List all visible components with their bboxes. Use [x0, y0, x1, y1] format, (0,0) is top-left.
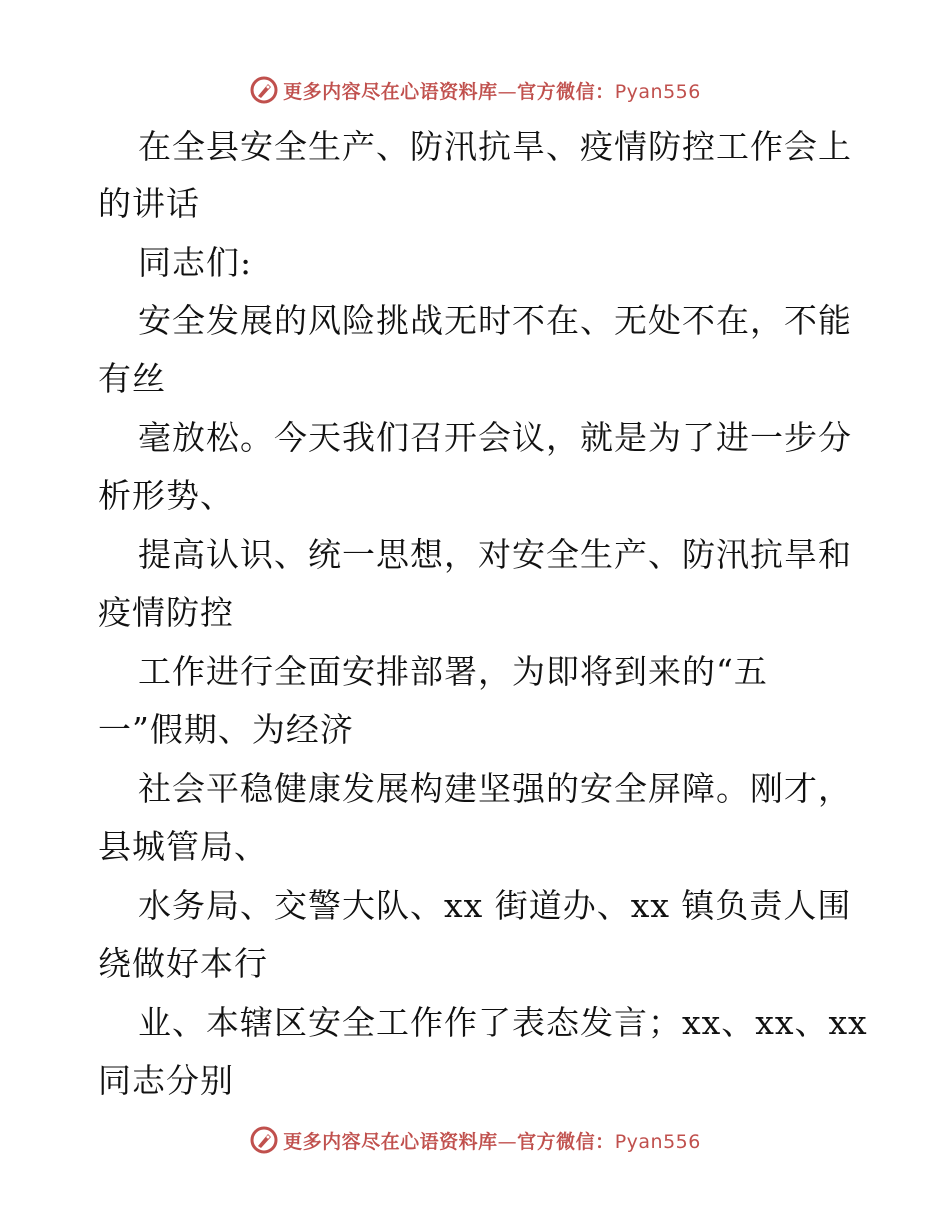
text-line: 县城管局、: [98, 827, 268, 866]
text-line: 在全县安全生产、防汛抗旱、疫情防控工作会上: [138, 127, 852, 166]
text-line: 析形势、: [98, 476, 234, 515]
text-line: 业、本辖区安全工作作了表态发言；xx、xx、xx: [138, 1003, 868, 1042]
text-line: 同志分别: [98, 1061, 234, 1100]
footer-banner-main: 更多内容尽在心语资料库: [283, 1130, 498, 1153]
text-line: 有丝: [98, 359, 166, 398]
header-banner-handle: Pyan556: [614, 80, 701, 103]
text-line: 同志们:: [138, 243, 253, 282]
footer-banner: [0, 1120, 950, 1160]
text-line: 毫放松。今天我们召开会议，就是为了进一步分: [138, 418, 852, 457]
text-line: 安全发展的风险挑战无时不在、无处不在，不能: [138, 301, 852, 340]
footer-banner-separator: —: [497, 1130, 518, 1153]
header-banner-main: 更多内容尽在心语资料库: [283, 80, 498, 103]
pen-nib-logo-icon: [249, 1125, 279, 1155]
pen-nib-logo-icon: [249, 75, 279, 105]
header-banner-text: [283, 77, 701, 104]
header-banner-separator: —: [497, 80, 518, 103]
text-line: 绕做好本行: [98, 944, 268, 983]
text-line: 水务局、交警大队、xx 街道办、xx 镇负责人围: [138, 886, 852, 925]
text-line: 提高认识、统一思想，对安全生产、防汛抗旱和: [138, 535, 852, 574]
text-line: 疫情防控: [98, 593, 234, 632]
text-line: 一”假期、为经济: [98, 710, 354, 749]
header-banner: [0, 70, 950, 110]
footer-banner-suffix: 官方微信：: [517, 1130, 615, 1153]
footer-banner-text: [283, 1127, 701, 1154]
text-line: 工作进行全面安排部署，为即将到来的“五: [138, 652, 768, 691]
text-line: 社会平稳健康发展构建坚强的安全屏障。刚才，: [138, 769, 852, 808]
header-banner-suffix: 官方微信：: [517, 80, 615, 103]
text-line: 的讲话: [98, 184, 200, 223]
footer-banner-handle: Pyan556: [614, 1130, 701, 1153]
